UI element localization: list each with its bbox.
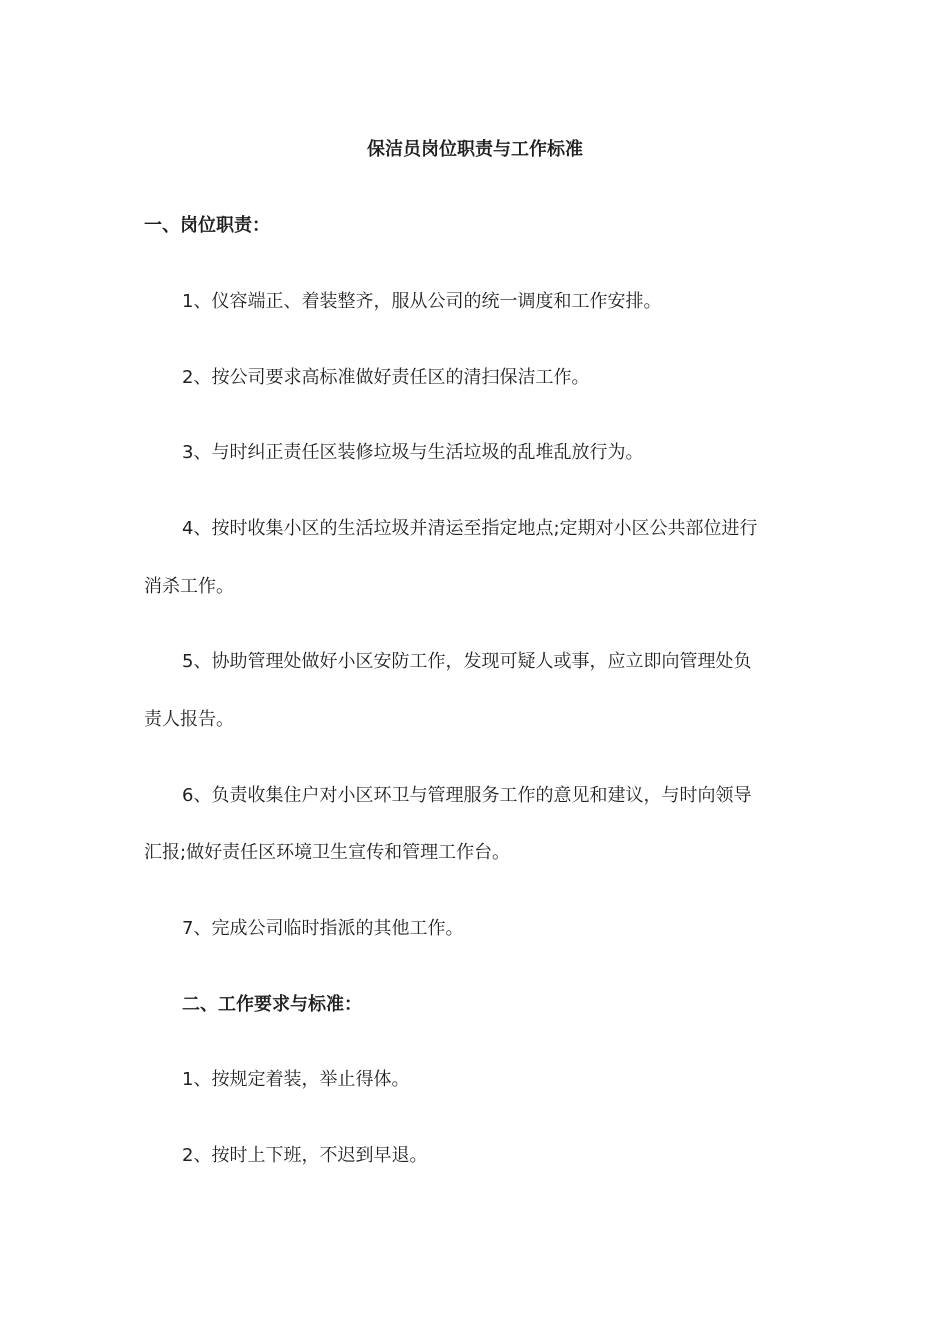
section-heading-standards: 二、工作要求与标准： bbox=[182, 994, 362, 1015]
duty-item-5-line-2: 责人报告。 bbox=[144, 709, 234, 730]
duty-item-4-line-2: 消杀工作。 bbox=[144, 576, 234, 597]
document-title: 保洁员岗位职责与工作标准 bbox=[367, 139, 583, 160]
section-heading-duties: 一、岗位职责： bbox=[144, 215, 270, 236]
duty-item-5-line-1: 5、协助管理处做好小区安防工作，发现可疑人或事，应立即向管理处负 bbox=[182, 651, 752, 672]
duty-item-6-line-2: 汇报;做好责任区环境卫生宣传和管理工作台。 bbox=[144, 842, 511, 863]
duty-item-1: 1、仪容端正、着装整齐，服从公司的统一调度和工作安排。 bbox=[182, 291, 662, 312]
duty-item-2: 2、按公司要求高标准做好责任区的清扫保洁工作。 bbox=[182, 367, 590, 388]
duty-item-7: 7、完成公司临时指派的其他工作。 bbox=[182, 918, 464, 939]
standard-item-1: 1、按规定着装，举止得体。 bbox=[182, 1069, 410, 1090]
duty-item-3: 3、与时纠正责任区装修垃圾与生活垃圾的乱堆乱放行为。 bbox=[182, 442, 644, 463]
standard-item-2: 2、按时上下班，不迟到早退。 bbox=[182, 1145, 428, 1166]
duty-item-4-line-1: 4、按时收集小区的生活垃圾并清运至指定地点;定期对小区公共部位进行 bbox=[182, 518, 758, 539]
duty-item-6-line-1: 6、负责收集住户对小区环卫与管理服务工作的意见和建议，与时向领导 bbox=[182, 785, 752, 806]
